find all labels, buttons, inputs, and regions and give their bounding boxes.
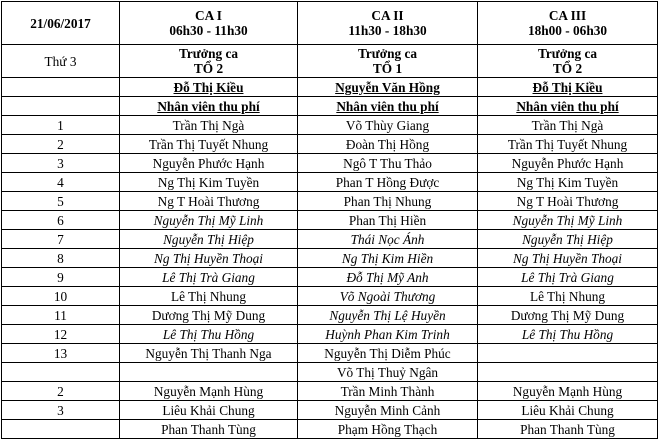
- shift-2-staff-cell: Võ Thị Thuỷ Ngân: [298, 363, 478, 382]
- date-cell: 21/06/2017: [2, 2, 120, 45]
- shift-1-staff-cell: Dương Thị Mỹ Dung: [120, 306, 298, 325]
- shift-1-staff-cell: Lê Thị Nhung: [120, 287, 298, 306]
- shift-3-staff-cell: [478, 344, 658, 363]
- shift-3-staff-cell: [478, 363, 658, 382]
- shift-2-staff-cell: Phan Thị Nhung: [298, 192, 478, 211]
- shift-2-staff-cell: Nguyễn Thị Diễm Phúc: [298, 344, 478, 363]
- schedule-table: [1, 1, 658, 439]
- shift-1-staff-cell: Lê Thị Thu Hồng: [120, 325, 298, 344]
- row-number-cell: 13: [2, 344, 120, 363]
- shift-2-staff-cell: Nguyễn Thị Lệ Huyền: [298, 306, 478, 325]
- row-number-cell: 1: [2, 116, 120, 135]
- shift-time: 18h00 - 06h30: [527, 23, 608, 38]
- row-number-cell: 2: [2, 135, 120, 154]
- row-number-cell: [2, 420, 120, 439]
- shift-1-staff-cell: Ng Thị Huyền Thoại: [120, 249, 298, 268]
- shift-time: 06h30 - 11h30: [169, 23, 248, 38]
- shift-2-staff-cell: Võ Ngoài Thương: [298, 287, 478, 306]
- table-row: [2, 382, 658, 401]
- table-row: [2, 420, 658, 439]
- row-number-cell: 5: [2, 192, 120, 211]
- table-row: [2, 287, 658, 306]
- row-number-cell: 2: [2, 382, 120, 401]
- row-number-cell: 6: [2, 211, 120, 230]
- shift-3-staff-cell: Nguyễn Thị Mỹ Linh: [478, 211, 658, 230]
- row-number-cell: 10: [2, 287, 120, 306]
- leader-name-1: Đỗ Thị Kiều: [120, 78, 298, 97]
- shift-2-staff-cell: Ngô T Thu Thảo: [298, 154, 478, 173]
- table-row: [2, 230, 658, 249]
- shift-3-staff-cell: Nguyễn Mạnh Hùng: [478, 382, 658, 401]
- shift-2-staff-cell: Ng Thị Kim Hiền: [298, 249, 478, 268]
- empty-cell: [2, 97, 120, 116]
- shift-3-staff-cell: Nguyễn Phước Hạnh: [478, 154, 658, 173]
- shift-name: CA II: [371, 8, 404, 23]
- shift-1-staff-cell: Lê Thị Trà Giang: [120, 268, 298, 287]
- shift-2-staff-cell: Phan Thị Hiền: [298, 211, 478, 230]
- shift-1-staff-cell: Nguyễn Thị Thanh Nga: [120, 344, 298, 363]
- table-row: [2, 268, 658, 287]
- shift-1-staff-cell: Ng Thị Kim Tuyền: [120, 173, 298, 192]
- leader-title: Trưởng ca: [537, 46, 598, 61]
- table-row: [2, 135, 658, 154]
- shift-3-staff-cell: Lê Thị Thu Hồng: [478, 325, 658, 344]
- table-row: [2, 249, 658, 268]
- shift-1-staff-cell: Nguyễn Thị Hiệp: [120, 230, 298, 249]
- shift-3-staff-cell: Lê Thị Trà Giang: [478, 268, 658, 287]
- shift-3-staff-cell: Liêu Khải Chung: [478, 401, 658, 420]
- row-number-cell: 4: [2, 173, 120, 192]
- table-row: [2, 401, 658, 420]
- leader-name-2: Nguyễn Văn Hồng: [298, 78, 478, 97]
- row-number-cell: 3: [2, 401, 120, 420]
- shift-2-staff-cell: Đỗ Thị Mỹ Anh: [298, 268, 478, 287]
- day-cell: Thứ 3: [2, 45, 120, 78]
- shift-3-staff-cell: Ng Thị Huyền Thoại: [478, 249, 658, 268]
- shift-1-staff-cell: Trần Thị Tuyết Nhung: [120, 135, 298, 154]
- table-row: [2, 325, 658, 344]
- shift-3-staff-cell: Dương Thị Mỹ Dung: [478, 306, 658, 325]
- shift-1-staff-cell: [120, 363, 298, 382]
- table-row: [2, 363, 658, 382]
- shift-2-staff-cell: Phan T Hồng Được: [298, 173, 478, 192]
- table-row: [2, 344, 658, 363]
- row-number-cell: [2, 363, 120, 382]
- shift-2-staff-cell: Nguyễn Minh Cảnh: [298, 401, 478, 420]
- table-row: [2, 306, 658, 325]
- shift-header-3: [478, 2, 658, 45]
- shift-header-2: [298, 2, 478, 45]
- staff-label-3: Nhân viên thu phí: [478, 97, 658, 116]
- shift-3-staff-cell: Phan Thanh Tùng: [478, 420, 658, 439]
- shift-3-staff-cell: Ng Thị Kim Tuyền: [478, 173, 658, 192]
- shift-3-staff-cell: Lê Thị Nhung: [478, 287, 658, 306]
- leader-name-3: Đỗ Thị Kiều: [478, 78, 658, 97]
- table-row: [2, 173, 658, 192]
- shift-2-staff-cell: Thái Nọc Ánh: [298, 230, 478, 249]
- staff-label-row: [2, 97, 658, 116]
- row-number-cell: 11: [2, 306, 120, 325]
- staff-label-1: Nhân viên thu phí: [120, 97, 298, 116]
- leader-row: [2, 45, 658, 78]
- staff-label-2: Nhân viên thu phí: [298, 97, 478, 116]
- shift-1-staff-cell: Nguyễn Thị Mỹ Linh: [120, 211, 298, 230]
- shift-1-staff-cell: Liêu Khải Chung: [120, 401, 298, 420]
- leader-header-1: [120, 45, 298, 78]
- shift-header-1: [120, 2, 298, 45]
- shift-2-staff-cell: Võ Thùy Giang: [298, 116, 478, 135]
- header-row: [2, 2, 658, 45]
- leader-name-row: [2, 78, 658, 97]
- table-row: [2, 192, 658, 211]
- shift-3-staff-cell: Trần Thị Ngà: [478, 116, 658, 135]
- row-number-cell: 9: [2, 268, 120, 287]
- shift-1-staff-cell: Nguyễn Phước Hạnh: [120, 154, 298, 173]
- leader-team: TỔ 2: [552, 61, 583, 76]
- shift-name: CA III: [548, 8, 587, 23]
- empty-cell: [2, 78, 120, 97]
- table-row: [2, 154, 658, 173]
- shift-time: 11h30 - 18h30: [348, 23, 427, 38]
- shift-3-staff-cell: Trần Thị Tuyết Nhung: [478, 135, 658, 154]
- shift-1-staff-cell: Phan Thanh Tùng: [120, 420, 298, 439]
- leader-title: Trưởng ca: [178, 46, 239, 61]
- shift-1-staff-cell: Trần Thị Ngà: [120, 116, 298, 135]
- row-number-cell: 7: [2, 230, 120, 249]
- row-number-cell: 12: [2, 325, 120, 344]
- row-number-cell: 8: [2, 249, 120, 268]
- table-row: [2, 116, 658, 135]
- table-row: [2, 211, 658, 230]
- shift-3-staff-cell: Nguyễn Thị Hiệp: [478, 230, 658, 249]
- shift-1-staff-cell: Nguyễn Mạnh Hùng: [120, 382, 298, 401]
- leader-team: TỔ 2: [193, 61, 224, 76]
- shift-2-staff-cell: Phạm Hồng Thạch: [298, 420, 478, 439]
- shift-2-staff-cell: Đoàn Thị Hồng: [298, 135, 478, 154]
- leader-team: TỔ 1: [372, 61, 403, 76]
- leader-header-2: [298, 45, 478, 78]
- row-number-cell: 3: [2, 154, 120, 173]
- leader-title: Trưởng ca: [357, 46, 418, 61]
- leader-header-3: [478, 45, 658, 78]
- shift-3-staff-cell: Ng T Hoài Thương: [478, 192, 658, 211]
- shift-name: CA I: [195, 8, 222, 23]
- shift-2-staff-cell: Trần Minh Thành: [298, 382, 478, 401]
- shift-1-staff-cell: Ng T Hoài Thương: [120, 192, 298, 211]
- shift-2-staff-cell: Huỳnh Phan Kim Trinh: [298, 325, 478, 344]
